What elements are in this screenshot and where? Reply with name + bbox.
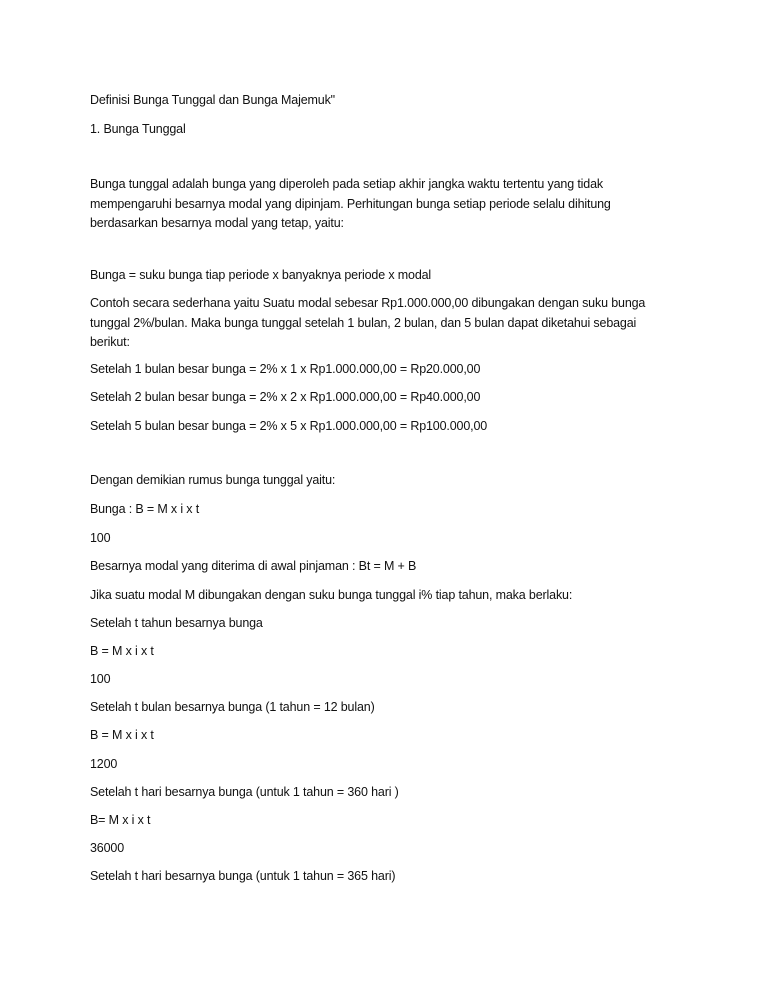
formula-years: B = M x i x t [90,644,154,658]
example-line-3: berikut: [90,335,130,349]
example-line-1: Contoh secara sederhana yaitu Suatu modal sebesar Rp1.000.000,00 dibungakan dengan suku bunga [90,296,646,310]
example-paragraph [90,294,680,353]
conclusion-text: Dengan demikian rumus bunga tunggal yaitu: [90,473,336,487]
example-line-2: tunggal 2%/bulan. Maka bunga tunggal setelah 1 bulan, 2 bulan, dan 5 bulan dapat diketahui sebagai [90,315,637,330]
intro-line-2: mempengaruhi besarnya modal yang dipinjam. Perhitungan bunga setiap periode selalu dihitung [90,196,611,211]
divisor-1200: 1200 [90,757,118,771]
after-t-days-365-text: Setelah t hari besarnya bunga (untuk 1 tahun = 365 hari) [90,869,396,883]
intro-line-3: berdasarkan besarnya modal yang tetap, yaitu: [90,216,344,230]
divisor-36000: 36000 [90,841,125,855]
capital-received-text: Besarnya modal yang diterima di awal pinjaman : Bt = M + B [90,559,417,573]
example-1: Setelah 1 bulan besar bunga = 2% x 1 x Rp1.000.000,00 = Rp20.000,00 [90,362,481,376]
formula-line: Bunga = suku bunga tiap periode x banyaknya periode x modal [90,268,432,282]
example-2: Setelah 2 bulan besar bunga = 2% x 2 x Rp1.000.000,00 = Rp40.000,00 [90,390,481,404]
intro-paragraph [90,175,680,234]
divisor-100-a: 100 [90,531,111,545]
condition-text: Jika suatu modal M dibungakan dengan suku bunga tunggal i% tiap tahun, maka berlaku: [90,588,573,602]
intro-line-1: Bunga tunggal adalah bunga yang diperoleh pada setiap akhir jangka waktu tertentu yang tidak [90,177,603,191]
example-3: Setelah 5 bulan besar bunga = 2% x 5 x Rp1.000.000,00 = Rp100.000,00 [90,419,488,433]
divisor-100-b: 100 [90,672,111,686]
after-t-years-text: Setelah t tahun besarnya bunga [90,616,263,630]
formula-b: Bunga : B = M x i x t [90,502,200,516]
document-title: Definisi Bunga Tunggal dan Bunga Majemuk" [90,93,335,107]
after-t-months-text: Setelah t bulan besarnya bunga (1 tahun = 12 bulan) [90,700,375,714]
section-heading: 1. Bunga Tunggal [90,122,186,136]
formula-days-360: B= M x i x t [90,813,151,827]
formula-months: B = M x i x t [90,728,154,742]
after-t-days-360-text: Setelah t hari besarnya bunga (untuk 1 tahun = 360 hari ) [90,785,399,799]
